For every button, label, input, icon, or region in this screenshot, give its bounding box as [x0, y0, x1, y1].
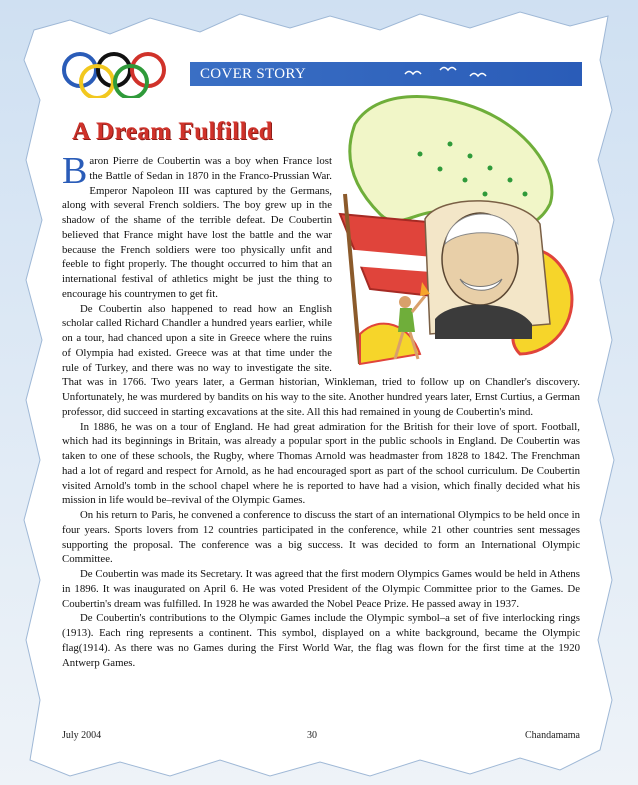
section-banner: COVER STORY	[190, 62, 582, 86]
issue-date: July 2004	[62, 730, 102, 741]
paragraph-3: In 1886, he was on a tour of England. He had great admiration for the British for their love of sport. Football, which had its beginnings in Britain, was already a popular sport in the public schools in England. De Coubertin was taken to one of these schools, the Rugby, where Thomas Arnold was headmaster from 1828 to 1842. The Frenchman had a lot of regard and respect for Arnold, as he had encouraged sport as part of the school curriculum. De Coubertin visited Arnold's tomb in the school chapel where he is reported to have had a vision, which finally decided what his mission in life would be–revival of the Olympic Games.	[62, 420, 580, 507]
paragraph-4: On his return to Paris, he convened a conference to discuss the start of an international Olympics to be held once in four years. Sports lovers from 12 countries participated in the conference, while 21 other countries sent messages supporting the proposal. The conference was a big success. It was decided to form an International Olympic Committee.	[62, 509, 580, 566]
magazine-name: Chandamama	[525, 730, 580, 741]
drop-cap: B	[62, 150, 88, 192]
article-body	[62, 150, 580, 670]
olympic-rings-logo	[60, 52, 190, 98]
page-number: 30	[307, 730, 317, 741]
paragraph-5: De Coubertin was made its Secretary. It was agreed that the first modern Olympics Games would be held in Athens in 1896. It was inaugurated on April 6. He was voted President of the Olympic Committee prior to the Games. De Coubertin's dream was fulfilled. In 1928 he was awarded the Nobel Peace Prize. He passed away in 1937.	[62, 568, 580, 610]
article-title: A Dream Fulfilled	[72, 118, 274, 145]
paragraph-6: De Coubertin's contributions to the Olympic Games include the Olympic symbol–a set of five interlocking rings (1913). Each ring represents a continent. This symbol, displayed on a white background, became the Olympic flag(1914). As there was no Games during the First World War, the flag was flown for the first time at the 1920 Antwerp Games.	[62, 612, 580, 669]
paragraph-2: De Coubertin also happened to read how an English scholar called Richard Chandler a hundred years earlier, while on a tour, had chanced upon a site in Greece where the ruins of Olympia had existed. Greece was at that time under the rule of Turkey, and there was no way to investigate the site. That was in 1766. Two years later, a German historian, Winkleman, tried to follow up on Chandler's discovery. Unfortunately, he was murdered by bandits on his way to the site. Another hundred years later, Ernst Curtius, a German professor, did succeed in starting excavations at the site. All this had remained in young de Coubertin's mind.	[62, 302, 580, 418]
birds-decoration	[400, 62, 500, 82]
illustration-spacer	[332, 154, 580, 362]
paragraph-1-text: aron Pierre de Coubertin was a boy when France lost the Battle of Sedan in 1870 in the Franco-Prussian War. Emperor Napoleon III was captured by the Germans, along with several French soldiers. The boy grew up in the shadow of the shame of the terrible defeat. De Coubertin believed that France might have lost the battle and the war because the French soldiers were too physically unfit and feeble to fight properly. The thought occurred to him that an international festival of athletics might be just the thing to encourage his countrymen to get fit.	[62, 155, 332, 300]
